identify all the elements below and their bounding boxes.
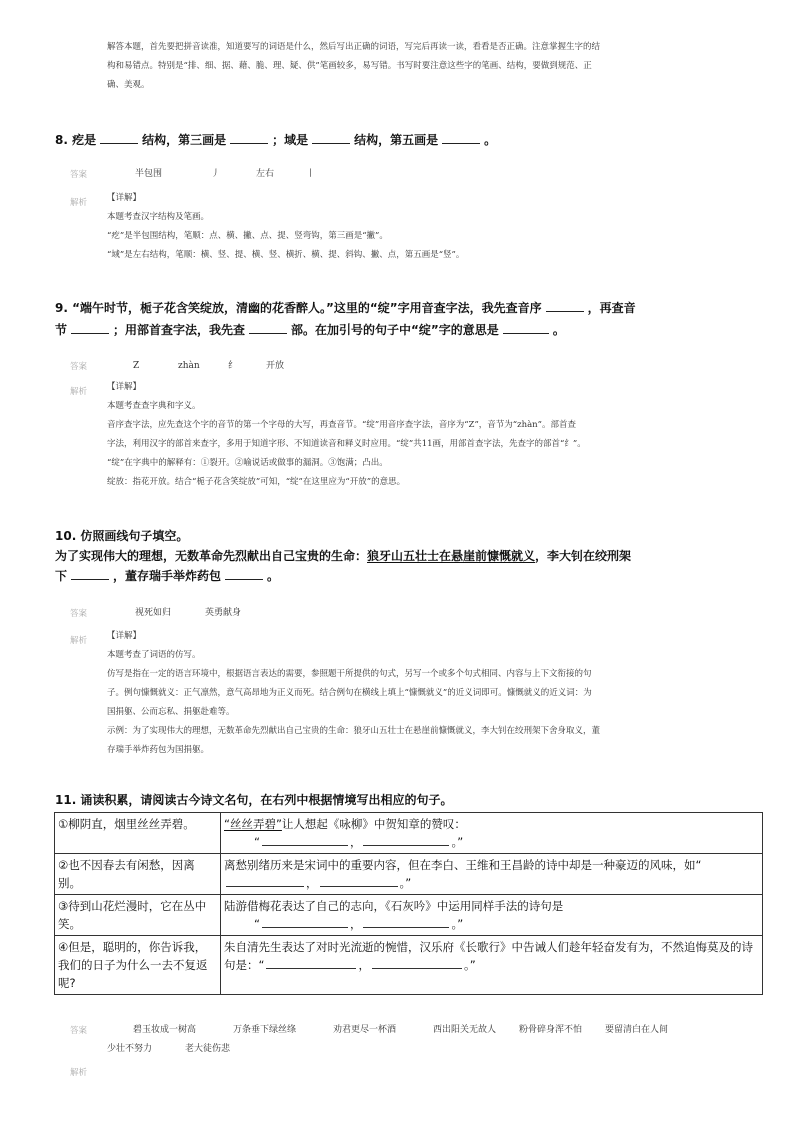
q9-text: ；用部首查字法，我先查 [113, 323, 246, 337]
answer-blank[interactable] [262, 915, 348, 928]
q11-answer: 碧玉妆成一树高 [133, 1025, 197, 1035]
quote-mark: “ [695, 858, 702, 872]
question-11-title: 11. 诵读积累，请阅读古今诗文名句，在右列中根据情境写出相应的句子。 [55, 793, 453, 807]
q11-answer: 粉骨碎身浑不怕 [519, 1025, 583, 1035]
analysis-line: 存瑞手举炸药包为国捐躯。 [107, 745, 210, 755]
q9-answer: zhàn [178, 361, 200, 371]
prompt-text: 朱自清先生表达了对时光流逝的惋惜，汉乐府《长歌行》中告诫人们趁年轻奋发有为，不然追悔莫及的诗句是： [224, 940, 753, 972]
quote-mark: “ [254, 835, 260, 849]
comma-mark: ， [349, 917, 362, 931]
answer-blank[interactable] [262, 833, 348, 846]
intro-line: 确、美观。 [107, 80, 150, 90]
poem-cell-right [221, 936, 763, 995]
question-9 [55, 298, 636, 340]
q9-blank[interactable] [503, 321, 549, 334]
q8-text: 结构，第五画是 [354, 133, 439, 147]
q10-text: 下 [55, 569, 68, 583]
q11-answer: 劝君更尽一杯酒 [333, 1025, 397, 1035]
analysis-label: 解析 [70, 387, 88, 397]
analysis-label: 解析 [70, 636, 88, 646]
analysis-line: 音序查字法，应先查这个字的音节的第一个字母的大写，再查音节。“绽”用音序查字法，音序为“Z”，音节为“zhàn”。部首查 [107, 420, 576, 430]
q8-text: 。 [484, 133, 497, 147]
comma-mark: ， [349, 835, 362, 849]
detail-tag: 【详解】 [107, 631, 142, 641]
q11-answer: 老大徒伤悲 [185, 1044, 231, 1054]
analysis-line: 本题考查汉字结构及笔画。 [107, 212, 210, 222]
poem-cell-right [221, 854, 763, 895]
answer-blank[interactable] [320, 874, 398, 887]
analysis-line: 仿写是指在一定的语言环境中，根据语言表达的需要，参照题干所提供的句式，另写一个或多个句式相同、内容与上下文衔接的句 [107, 669, 592, 679]
analysis-line: 本题考查查字典和字义。 [107, 401, 201, 411]
q9-text: 节 [55, 323, 68, 337]
q11-answer: 万条垂下绿丝绦 [233, 1025, 297, 1035]
q8-blank[interactable] [100, 131, 138, 144]
q9-answer: 纟 [228, 361, 238, 371]
answer-blank[interactable] [363, 833, 449, 846]
analysis-line: 示例：为了实现伟大的理想，无数革命先烈献出自己宝贵的生命：狼牙山五壮士在悬崖前慷慨就义，李大钊在绞刑架下舍身取义，董 [107, 726, 601, 736]
q8-blank[interactable] [230, 131, 268, 144]
table-row [55, 895, 763, 936]
q10-text: 为了实现伟大的理想，无数革命先烈献出自己宝贵的生命： [55, 549, 368, 563]
q10-answers [107, 605, 241, 618]
analysis-line: 本题考查了词语的仿写。 [107, 650, 201, 660]
q8-blank[interactable] [442, 131, 480, 144]
q9-text: 部。在加引号的句子中“绽”字的意思是 [291, 323, 499, 337]
intro-line: 解答本题，首先要把拼音读准，知道要写的词语是什么，然后写出正确的词语，写完后再读一读，看看是否正确。注意掌握生字的结 [107, 42, 601, 52]
prompt-text: 离愁别绪历来是宋词中的重要内容，但在李白、王维和王昌龄的诗中却是一种豪迈的风味，如 [224, 858, 696, 872]
analysis-line: “绽”在字典中的解释有：①裂开。②喻说话或做事的漏洞。③饱满；凸出。 [107, 458, 388, 468]
q9-answer: Z [133, 361, 140, 371]
q9-answer: 开放 [266, 361, 285, 371]
q8-text: 8. 疙是 [55, 133, 97, 147]
intro-line: 构和易错点。特别是“排、细、据、藉、脆、理、疑、供”笔画较多，易写错。书写时要注意这些字的笔画、结构，要做到规范、正 [107, 61, 592, 71]
answer-label: 答案 [70, 170, 88, 180]
q10-blank[interactable] [225, 567, 263, 580]
q8-blank[interactable] [312, 131, 350, 144]
analysis-line: 字法，利用汉字的部首来查字，多用于知道字形、不知道读音和释义时应用。“绽”共11画，用部首查字法，先查字的部首“纟”。 [107, 439, 586, 449]
q11-answer: 要留清白在人间 [605, 1025, 669, 1035]
detail-tag: 【详解】 [107, 193, 142, 203]
table-row [55, 813, 763, 854]
q9-blank[interactable] [546, 299, 584, 312]
q8-answer: 丿 [211, 169, 221, 179]
poem-cell-left: ③待到山花烂漫时，它在丛中笑。 [55, 895, 221, 936]
q8-analysis [107, 189, 747, 265]
analysis-line: 子。例句慷慨就义：正气凛然，意气高昂地为正义而死。结合例句在横线上填上“慷慨就义”的近义词即可。慷慨就义的近义词：为 [107, 688, 592, 698]
q10-title: 10. 仿照画线句子填空。 [55, 529, 189, 543]
q10-underlined-sentence: 狼牙山五壮士在悬崖前慷慨就义 [367, 549, 536, 563]
comma-mark: ， [358, 958, 370, 972]
quote-mark: 。” [451, 835, 464, 849]
q8-answers [107, 166, 315, 179]
quote-mark: 。” [451, 917, 464, 931]
q9-blank[interactable] [71, 321, 109, 334]
poem-table [54, 812, 763, 995]
q10-blank[interactable] [71, 567, 109, 580]
q8-text: 结构，第三画是 [142, 133, 227, 147]
analysis-line: 绽放：指花开放。结合“栀子花含笑绽放”可知，“绽”在这里应为“开放”的意思。 [107, 477, 406, 487]
quote-mark: “ [254, 917, 260, 931]
q9-text: ，再查音 [587, 301, 636, 315]
q8-answer: 半包围 [135, 169, 163, 179]
question-10 [55, 526, 631, 586]
q9-answers [107, 358, 284, 371]
poem-cell-right [221, 895, 763, 936]
analysis-label: 解析 [70, 1068, 88, 1078]
poem-cell-left: ④但是，聪明的，你告诉我，我们的日子为什么一去不复返呢? [55, 936, 221, 995]
q9-analysis [107, 378, 747, 492]
answer-label: 答案 [70, 362, 88, 372]
q9-text: 。 [552, 323, 565, 337]
quote-underlined: “丝丝弄碧” [224, 817, 282, 831]
answer-blank[interactable] [363, 915, 449, 928]
q10-answer: 视死如归 [135, 608, 172, 618]
quote-mark: 。” [463, 958, 476, 972]
prompt-text: 陆游借梅花表达了自己的志向，《石灰吟》中运用同样手法的诗句是 [224, 899, 564, 913]
prompt-text: 让人想起《咏柳》中贺知章的赞叹： [281, 817, 466, 831]
q11-answer: 西出阳关无故人 [433, 1025, 497, 1035]
comma-mark: ， [306, 876, 318, 890]
poem-cell-left: ①柳阴直，烟里丝丝弄碧。 [55, 813, 221, 854]
q10-answer: 英勇献身 [205, 608, 242, 618]
q8-answer: 丨 [306, 169, 316, 179]
q11-answer: 少壮不努力 [107, 1044, 153, 1054]
q11-answers [107, 1021, 707, 1059]
analysis-label: 解析 [70, 198, 88, 208]
analysis-line: 国捐躯、公而忘私、捐躯赴难等。 [107, 707, 235, 717]
detail-tag: 【详解】 [107, 382, 142, 392]
q8-text: ；域是 [272, 133, 309, 147]
q8-answer: 左右 [256, 169, 275, 179]
poem-cell-left: ②也不因春去有闲愁，因离别。 [55, 854, 221, 895]
q10-text: 。 [267, 569, 280, 583]
quote-mark: “ [258, 958, 265, 972]
table-row [55, 854, 763, 895]
analysis-line: “疙”是半包围结构，笔顺：点、横、撇、点、提、竖弯钩，第三画是“撇”。 [107, 231, 388, 241]
q10-analysis [107, 627, 747, 760]
table-row [55, 936, 763, 995]
intro-paragraph [107, 38, 747, 95]
q10-text: ，李大钊在绞刑架 [535, 549, 632, 563]
q9-text: 9. “端午时节，栀子花含笑绽放，清幽的花香醉人。”这里的“绽”字用音查字法，我先查音序 [55, 301, 542, 315]
quote-mark: 。” [399, 876, 412, 890]
poem-cell-right [221, 813, 763, 854]
q10-text: ，董存瑞手举炸药包 [113, 569, 222, 583]
answer-blank[interactable] [226, 874, 304, 887]
answer-blank[interactable] [266, 956, 356, 969]
answer-blank[interactable] [372, 956, 462, 969]
question-8 [55, 130, 496, 150]
answer-label: 答案 [70, 1026, 88, 1036]
analysis-line: “域”是左右结构，笔顺：横、竖、提、横、竖、横折、横、提、斜钩、撇、点，第五画是“竖”。 [107, 250, 465, 260]
answer-label: 答案 [70, 609, 88, 619]
q9-blank[interactable] [249, 321, 287, 334]
